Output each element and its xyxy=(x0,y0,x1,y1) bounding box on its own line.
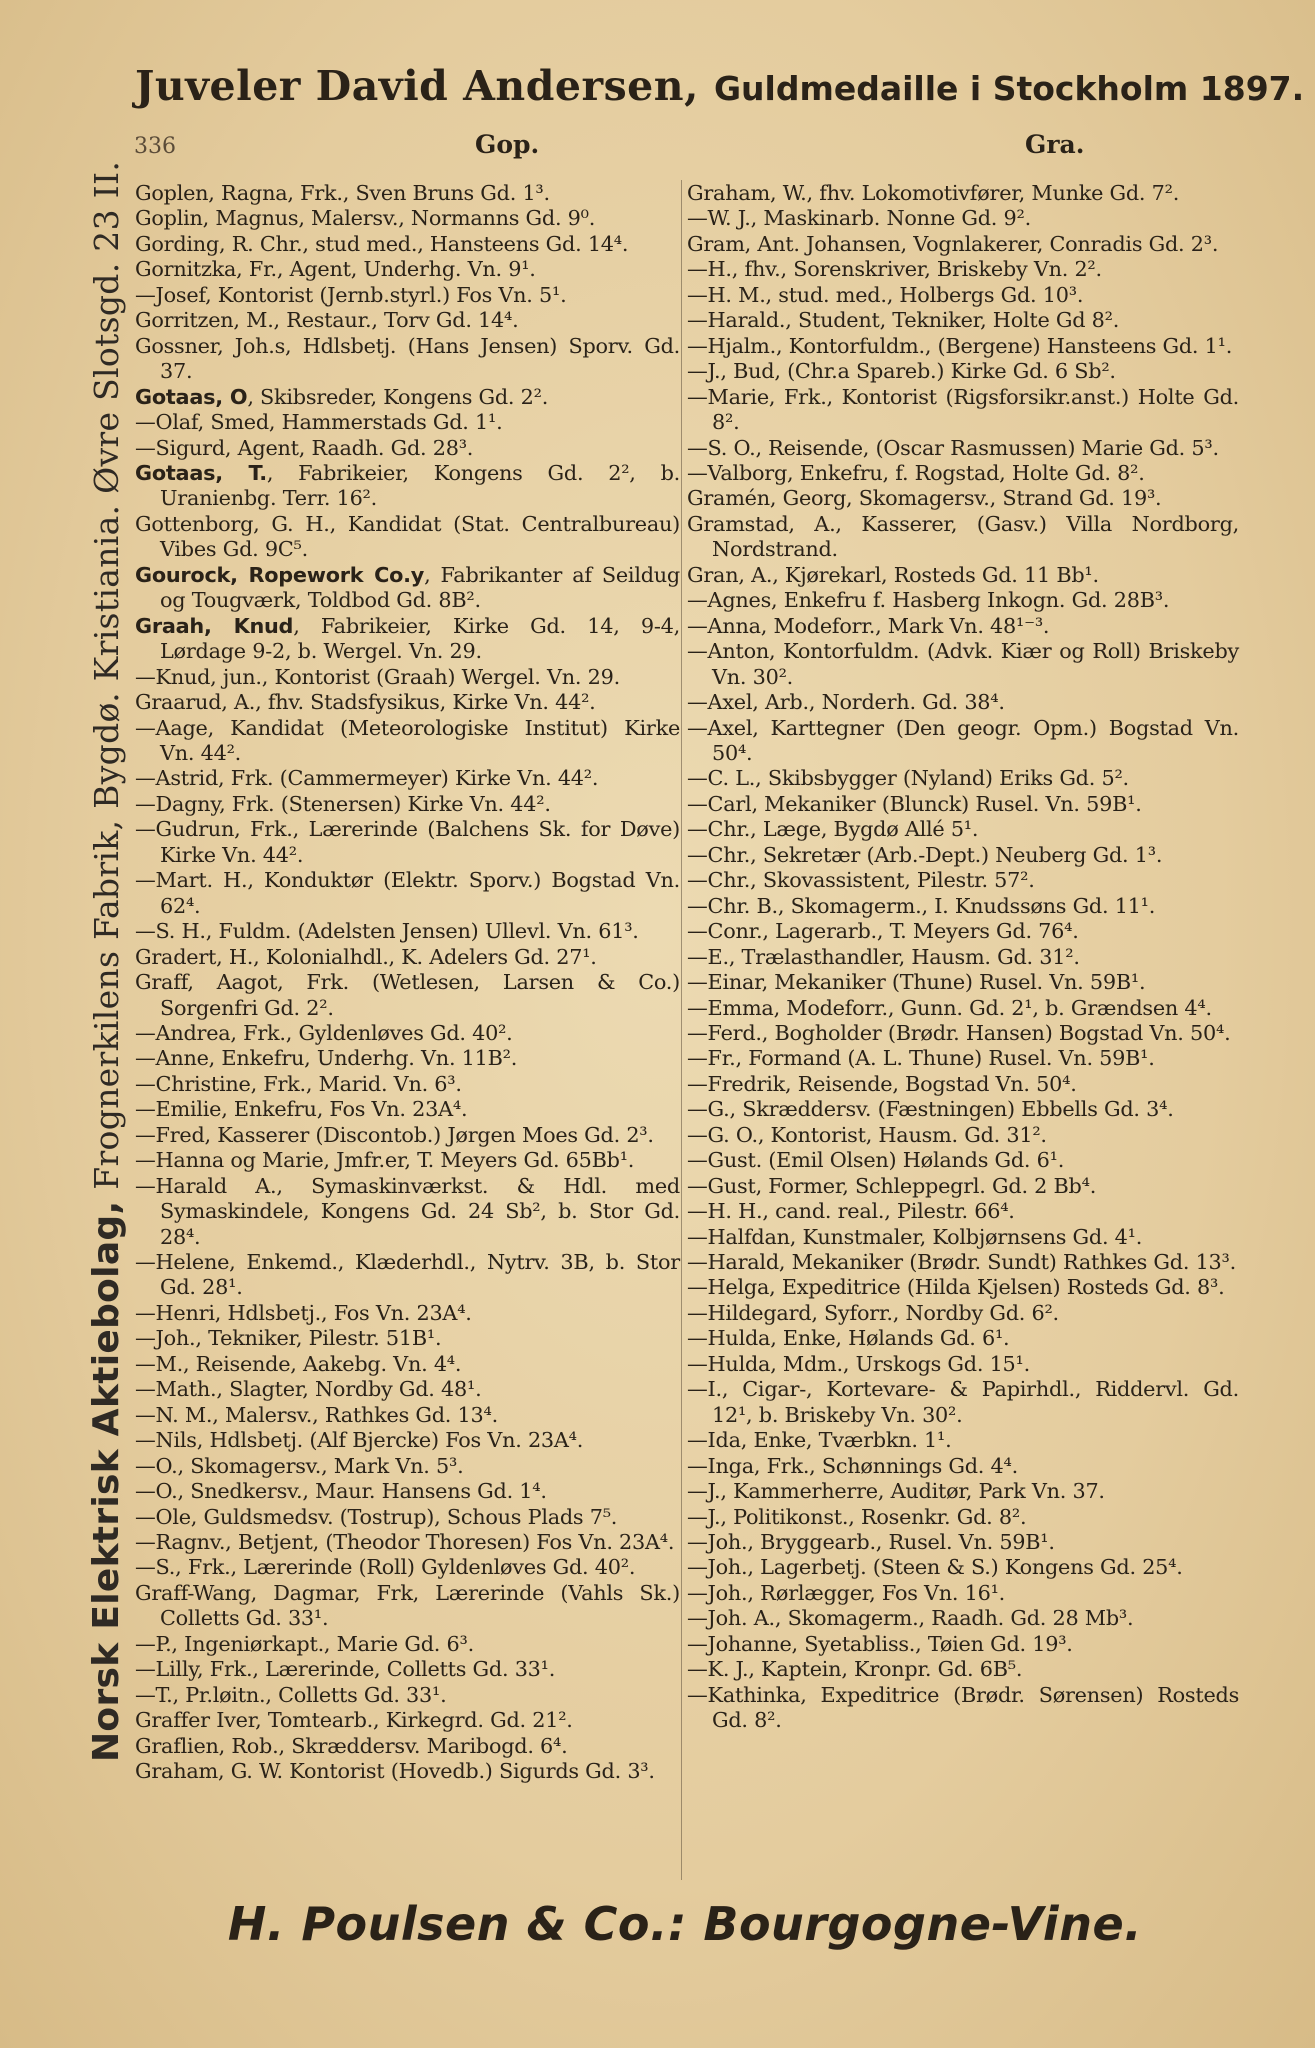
directory-entry xyxy=(135,1301,680,1326)
directory-entry xyxy=(135,716,680,767)
entry-text: —O., Skomagersv., Mark Vn. 5³. xyxy=(135,1453,464,1478)
directory-entry xyxy=(135,1097,680,1122)
entry-text: Graarud, A., fhv. Stadsfysikus, Kirke Vn. 44². xyxy=(135,690,596,715)
directory-entry xyxy=(687,1352,1239,1377)
entry-text: —Fred, Kasserer (Discontob.) Jørgen Moes Gd. 2³. xyxy=(135,1122,654,1147)
entry-text: —Ragnv., Betjent, (Theodor Thoresen) Fos Vn. 23A⁴. xyxy=(135,1530,675,1555)
entry-text: —Gust, Former, Schleppegrl. Gd. 2 Bb⁴. xyxy=(687,1173,1097,1198)
directory-entry xyxy=(135,257,680,282)
entry-text: —Harald., Student, Tekniker, Holte Gd 8². xyxy=(687,308,1120,333)
entry-text: —H. H., cand. real., Pilestr. 66⁴. xyxy=(687,1199,1015,1224)
directory-entry xyxy=(135,919,680,944)
entry-text: Gornitzka, Fr., Agent, Underhg. Vn. 9¹. xyxy=(135,257,536,282)
entry-text: Graffer Iver, Tomtearb., Kirkegrd. Gd. 21². xyxy=(135,1708,573,1733)
directory-entry xyxy=(135,1657,680,1682)
entry-text: —J., Bud, (Chr.a Spareb.) Kirke Gd. 6 Sb². xyxy=(687,359,1116,384)
entry-text: —Fredrik, Reisende, Bogstad Vn. 50⁴. xyxy=(687,1071,1077,1096)
entry-text: —G., Skræddersv. (Fæstningen) Ebbells Gd. 3⁴. xyxy=(687,1097,1174,1122)
entry-text: —Einar, Mekaniker (Thune) Rusel. Vn. 59B¹. xyxy=(687,970,1146,995)
directory-entry xyxy=(135,410,680,435)
entry-text: —W. J., Maskinarb. Nonne Gd. 9². xyxy=(687,206,1031,231)
entry-text: —Sigurd, Agent, Raadh. Gd. 28³. xyxy=(135,435,474,460)
entry-text: —Joh. A., Skomagerm., Raadh. Gd. 28 Mb³. xyxy=(687,1606,1134,1631)
directory-entry xyxy=(135,1734,680,1759)
entry-name-bold: Gotaas, O xyxy=(135,384,248,409)
entry-text: —Joh., Lagerbetj. (Steen & S.) Kongens Gd. 25⁴. xyxy=(687,1555,1183,1580)
entry-text: —J., Kammerherre, Auditør, Park Vn. 37. xyxy=(687,1479,1105,1504)
entry-text: —Anna, Modeforr., Mark Vn. 48¹⁻³. xyxy=(687,613,1050,638)
directory-entry xyxy=(687,690,1239,715)
directory-entry xyxy=(687,1225,1239,1250)
vertical-side-advert xyxy=(75,160,139,1762)
directory-entry xyxy=(135,385,680,410)
directory-entry xyxy=(135,181,680,206)
directory-entry xyxy=(135,792,680,817)
entry-text: Gradert, H., Kolonialhdl., K. Adelers Gd. 27¹. xyxy=(135,944,597,969)
directory-entry xyxy=(687,1581,1239,1606)
entry-text: Graham, W., fhv. Lokomotivfører, Munke Gd. 7². xyxy=(687,181,1180,205)
directory-entry xyxy=(135,1046,680,1071)
directory-entry xyxy=(687,512,1239,563)
directory-entry xyxy=(687,232,1239,257)
directory-entry xyxy=(687,1657,1239,1682)
entry-text: Gram, Ant. Johansen, Vognlakerer, Conradis Gd. 2³. xyxy=(687,231,1219,256)
directory-entry xyxy=(135,436,680,461)
directory-entry xyxy=(687,1097,1239,1122)
entry-text: —Anton, Kontorfuldm. (Advk. Kiær og Roll) Briskeby Vn. 30². xyxy=(687,639,1239,689)
entry-text: —Astrid, Frk. (Cammermeyer) Kirke Vn. 44². xyxy=(135,766,599,791)
entry-text: —O., Snedkersv., Maur. Hansens Gd. 1⁴. xyxy=(135,1479,547,1504)
column-divider xyxy=(681,180,682,1880)
directory-entry xyxy=(687,817,1239,842)
entry-text: Gorritzen, M., Restaur., Torv Gd. 14⁴. xyxy=(135,308,519,333)
entry-text: Graff-Wang, Dagmar, Frk, Lærerinde (Vahls Sk.) Colletts Gd. 33¹. xyxy=(135,1580,680,1631)
entry-text: Graham, G. W. Kontorist (Hovedb.) Sigurds Gd. 3³. xyxy=(135,1759,655,1784)
directory-entry xyxy=(687,1454,1239,1479)
bottom-advert-banner: H. Poulsen & Co.: Bourgogne-Vine. xyxy=(227,1897,1143,1951)
entry-text: —Chr., Læge, Bygdø Allé 5¹. xyxy=(687,817,979,842)
entry-text: Gossner, Joh.s, Hdlsbetj. (Hans Jensen) Sporv. Gd. 37. xyxy=(135,333,680,384)
directory-entry xyxy=(687,614,1239,639)
entry-text: —Hildegard, Syforr., Nordby Gd. 6². xyxy=(687,1300,1059,1325)
directory-entry xyxy=(687,868,1239,893)
entry-text: , Fabrikanter af Seildug og Tougværk, Toldbod Gd. 8B². xyxy=(160,562,680,613)
entry-text: Goplen, Ragna, Frk., Sven Bruns Gd. 1³. xyxy=(135,181,550,205)
directory-entry xyxy=(687,1377,1239,1428)
directory-entry xyxy=(687,792,1239,817)
directory-entry xyxy=(687,1021,1239,1046)
directory-entry xyxy=(687,206,1239,231)
directory-entry xyxy=(135,1352,680,1377)
directory-entry xyxy=(687,588,1239,613)
entry-text: Gran, A., Kjørekarl, Rosteds Gd. 11 Bb¹. xyxy=(687,562,1099,587)
directory-entry xyxy=(687,1505,1239,1530)
right-column-entries xyxy=(687,181,1239,1734)
entry-text: —Math., Slagter, Nordby Gd. 48¹. xyxy=(135,1377,482,1402)
entry-text: —Hanna og Marie, Jmfr.er, T. Meyers Gd. 65Bb¹. xyxy=(135,1148,635,1173)
entry-text: —Inga, Frk., Schønnings Gd. 4⁴. xyxy=(687,1453,1018,1478)
jeweler-advert-award: Guldmedaille i Stockholm 1897. xyxy=(713,69,1305,108)
directory-entry xyxy=(687,716,1239,767)
entry-name-bold: Gotaas, T. xyxy=(135,460,267,485)
directory-entry xyxy=(687,1275,1239,1300)
directory-entry xyxy=(135,766,680,791)
page-number: 336 xyxy=(134,134,176,159)
directory-entry xyxy=(135,1021,680,1046)
entry-text: —Andrea, Frk., Gyldenløves Gd. 40². xyxy=(135,1020,513,1045)
entry-text: —Chr., Skovassistent, Pilestr. 57². xyxy=(687,868,1035,893)
entry-text: —Axel, Karttegner (Den geogr. Opm.) Bogstad Vn. 50⁴. xyxy=(687,715,1239,765)
directory-entry xyxy=(135,1632,680,1657)
directory-entry xyxy=(687,1326,1239,1351)
directory-entry xyxy=(687,1632,1239,1657)
entry-text: , Skibsreder, Kongens Gd. 2². xyxy=(247,384,549,409)
directory-entry xyxy=(135,1505,680,1530)
directory-entry xyxy=(687,283,1239,308)
directory-entry xyxy=(687,919,1239,944)
entry-text: —Carl, Mekaniker (Blunck) Rusel. Vn. 59B¹. xyxy=(687,791,1142,816)
directory-entry xyxy=(135,1377,680,1402)
entry-text: —Johanne, Syetabliss., Tøien Gd. 19³. xyxy=(687,1631,1073,1656)
entry-text: —S. O., Reisende, (Oscar Rasmussen) Marie Gd. 5³. xyxy=(687,435,1219,460)
entry-text: —Hulda, Enke, Hølands Gd. 6¹. xyxy=(687,1326,1010,1351)
directory-entry xyxy=(135,690,680,715)
directory-entry xyxy=(687,334,1239,359)
directory-entry xyxy=(135,1581,680,1632)
entry-text: Gording, R. Chr., stud med., Hansteens Gd. 14⁴. xyxy=(135,231,629,256)
directory-entry xyxy=(687,1174,1239,1199)
directory-entry xyxy=(687,1428,1239,1453)
directory-entry xyxy=(687,996,1239,1021)
directory-entry xyxy=(687,1123,1239,1148)
entry-text: —Halfdan, Kunstmaler, Kolbjørnsens Gd. 4¹. xyxy=(687,1224,1143,1249)
entry-text: —S. H., Fuldm. (Adelsten Jensen) Ullevl. Vn. 61³. xyxy=(135,919,639,944)
entry-text: —Mart. H., Konduktør (Elektr. Sporv.) Bogstad Vn. 62⁴. xyxy=(135,868,680,918)
entry-text: —Emma, Modeforr., Gunn. Gd. 2¹, b. Grændsen 4⁴. xyxy=(687,995,1212,1020)
running-header xyxy=(130,128,1240,168)
directory-entry xyxy=(135,1683,680,1708)
directory-entry xyxy=(135,206,680,231)
entry-text: —G. O., Kontorist, Hausm. Gd. 31². xyxy=(687,1122,1047,1147)
directory-entry xyxy=(135,817,680,868)
entry-text: Graflien, Rob., Skræddersv. Maribogd. 6⁴. xyxy=(135,1733,568,1758)
entry-text: —Fr., Formand (A. L. Thune) Rusel. Vn. 59B¹. xyxy=(687,1046,1155,1071)
directory-entry xyxy=(135,1403,680,1428)
entry-text: Graff, Aagot, Frk. (Wetlesen, Larsen & Co.) Sorgenfri Gd. 2². xyxy=(135,970,680,1020)
entry-text: —Joh., Rørlægger, Fos Vn. 16¹. xyxy=(687,1580,1006,1605)
side-advert-company: Norsk Elektrisk Aktiebolag, xyxy=(86,1200,127,1762)
directory-entry xyxy=(135,1148,680,1173)
entry-text: Goplin, Magnus, Malersv., Normanns Gd. 9⁰. xyxy=(135,206,596,231)
entry-text: —T., Pr.løitn., Colletts Gd. 33¹. xyxy=(135,1682,447,1707)
entry-text: —Anne, Enkefru, Underhg. Vn. 11B². xyxy=(135,1046,518,1071)
directory-entry xyxy=(687,308,1239,333)
left-column-entries xyxy=(135,181,680,1785)
directory-entry xyxy=(687,1148,1239,1173)
entry-text: —Christine, Frk., Marid. Vn. 6³. xyxy=(135,1071,462,1096)
entry-text: —N. M., Malersv., Rathkes Gd. 13⁴. xyxy=(135,1402,498,1427)
entry-text: Gottenborg, G. H., Kandidat (Stat. Centralbureau) Vibes Gd. 9C⁵. xyxy=(135,511,680,562)
entry-text: , Fabrikeier, Kirke Gd. 14, 9-4, Lørdage 9-2, b. Wergel. Vn. 29. xyxy=(160,613,680,664)
entry-text: , Fabrikeier, Kongens Gd. 2², b. Uranienbg. Terr. 16². xyxy=(160,460,680,511)
directory-entry xyxy=(687,1555,1239,1580)
directory-entry xyxy=(135,1759,680,1784)
side-advert-text: Frognerkilens Fabrik, Bygdø. Kristiania. Øvre Slotsgd. 23 II. xyxy=(87,160,126,1190)
entry-text: —Aage, Kandidat (Meteorologiske Institut) Kirke Vn. 44². xyxy=(135,715,680,765)
directory-entry xyxy=(135,1072,680,1097)
entry-text: —Joh., Tekniker, Pilestr. 51B¹. xyxy=(135,1326,442,1351)
entry-text: Gramstad, A., Kasserer, (Gasv.) Villa Nordborg, Nordstrand. xyxy=(687,511,1239,562)
directory-entry xyxy=(135,1326,680,1351)
entry-text: —Knud, jun., Kontorist (Graah) Wergel. Vn. 29. xyxy=(135,664,620,689)
jeweler-advert-name: Juveler David Andersen, xyxy=(135,62,699,110)
entry-text: —Kathinka, Expeditrice (Brødr. Sørensen) Rosteds Gd. 8². xyxy=(687,1682,1239,1733)
entry-text: —Valborg, Enkefru, f. Rogstad, Holte Gd. 8². xyxy=(687,460,1145,485)
entry-text: —Harald, Mekaniker (Brødr. Sundt) Rathkes Gd. 13³. xyxy=(687,1250,1236,1275)
entry-text: —H. M., stud. med., Holbergs Gd. 10³. xyxy=(687,282,1084,307)
entry-text: —Harald A., Symaskinværkst. & Hdl. med Symaskindele, Kongens Gd. 24 Sb², b. Stor Gd. 28⁴. xyxy=(135,1173,680,1249)
directory-entry xyxy=(687,766,1239,791)
entry-text: —Henri, Hdlsbetj., Fos Vn. 23A⁴. xyxy=(135,1300,472,1325)
entry-text: —E., Trælasthandler, Hausm. Gd. 31². xyxy=(687,944,1080,969)
directory-entry xyxy=(135,461,680,512)
directory-entry xyxy=(135,1174,680,1250)
directory-entry xyxy=(687,486,1239,511)
directory-entry xyxy=(687,385,1239,436)
top-advert-banner xyxy=(135,62,1305,118)
entry-text: —I., Cigar-, Kortevare- & Papirhdl., Riddervl. Gd. 12¹, b. Briskeby Vn. 30². xyxy=(687,1377,1239,1427)
entry-text: —Nils, Hdlsbetj. (Alf Bjercke) Fos Vn. 23A⁴. xyxy=(135,1428,584,1453)
directory-entry xyxy=(135,334,680,385)
entry-text: —Joh., Bryggearb., Rusel. Vn. 59B¹. xyxy=(687,1530,1055,1555)
entry-name-bold: Gourock, Ropework Co.y xyxy=(135,562,425,587)
entry-text: —Conr., Lagerarb., T. Meyers Gd. 76⁴. xyxy=(687,919,1079,944)
entry-text: —Agnes, Enkefru f. Hasberg Inkogn. Gd. 28B³. xyxy=(687,588,1170,613)
entry-text: —Gust. (Emil Olsen) Hølands Gd. 6¹. xyxy=(687,1148,1065,1173)
entry-text: —C. L., Skibsbygger (Nyland) Eriks Gd. 5². xyxy=(687,766,1129,791)
entry-text: —Gudrun, Frk., Lærerinde (Balchens Sk. for Døve) Kirke Vn. 44². xyxy=(135,817,680,867)
directory-entry xyxy=(135,1123,680,1148)
directory-entry xyxy=(135,1708,680,1733)
entry-text: —Chr., Sekretær (Arb.-Dept.) Neuberg Gd. 1³. xyxy=(687,842,1163,867)
directory-entry xyxy=(687,1199,1239,1224)
directory-entry xyxy=(687,843,1239,868)
directory-entry xyxy=(135,868,680,919)
entry-text: —Ida, Enke, Tværbkn. 1¹. xyxy=(687,1428,952,1453)
entry-text: —M., Reisende, Aakebg. Vn. 4⁴. xyxy=(135,1351,462,1376)
entry-text: —Emilie, Enkefru, Fos Vn. 23A⁴. xyxy=(135,1097,468,1122)
entry-text: —Chr. B., Skomagerm., I. Knudssøns Gd. 11¹. xyxy=(687,893,1156,918)
directory-entry xyxy=(687,1250,1239,1275)
entry-text: Gramén, Georg, Skomagersv., Strand Gd. 19³. xyxy=(687,486,1162,511)
entry-text: —K. J., Kaptein, Kronpr. Gd. 6B⁵. xyxy=(687,1657,1023,1682)
entry-text: —Lilly, Frk., Lærerinde, Colletts Gd. 33¹. xyxy=(135,1657,556,1682)
entry-text: —Marie, Frk., Kontorist (Rigsforsikr.anst.) Holte Gd. 8². xyxy=(687,384,1239,435)
directory-entry xyxy=(135,232,680,257)
entry-text: —Ole, Guldsmedsv. (Tostrup), Schous Plads 7⁵. xyxy=(135,1504,618,1529)
entry-text: —Dagny, Frk. (Stenersen) Kirke Vn. 44². xyxy=(135,791,551,816)
directory-entry xyxy=(687,1046,1239,1071)
directory-entry xyxy=(135,283,680,308)
entry-text: —Hjalm., Kontorfuldm., (Bergene) Hansteens Gd. 1¹. xyxy=(687,333,1233,358)
directory-entry xyxy=(135,1479,680,1504)
directory-entry xyxy=(135,1530,680,1555)
directory-entry xyxy=(135,945,680,970)
directory-entry xyxy=(687,257,1239,282)
entry-text: —P., Ingeniørkapt., Marie Gd. 6³. xyxy=(135,1631,474,1656)
right-column-heading: Gra. xyxy=(1025,130,1085,159)
entry-text: —Ferd., Bogholder (Brødr. Hansen) Bogstad Vn. 50⁴. xyxy=(687,1020,1231,1045)
entry-text: —Helga, Expeditrice (Hilda Kjelsen) Rosteds Gd. 8³. xyxy=(687,1275,1225,1300)
directory-entry xyxy=(687,359,1239,384)
directory-entry xyxy=(687,1479,1239,1504)
directory-entry xyxy=(687,1606,1239,1631)
entry-text: —J., Politikonst., Rosenkr. Gd. 8². xyxy=(687,1504,1027,1529)
left-column-heading: Gop. xyxy=(475,130,540,159)
directory-entry xyxy=(687,1530,1239,1555)
directory-entry xyxy=(135,563,680,614)
directory-entry xyxy=(687,1301,1239,1326)
directory-entry xyxy=(687,461,1239,486)
directory-entry xyxy=(687,563,1239,588)
directory-entry xyxy=(687,1072,1239,1097)
directory-entry xyxy=(687,970,1239,995)
entry-text: —H., fhv., Sorenskriver, Briskeby Vn. 2². xyxy=(687,257,1102,282)
entry-text: —Olaf, Smed, Hammerstads Gd. 1¹. xyxy=(135,410,503,435)
directory-entry xyxy=(687,436,1239,461)
directory-entry xyxy=(687,639,1239,690)
directory-entry xyxy=(135,1555,680,1580)
directory-entry xyxy=(135,1250,680,1301)
directory-entry xyxy=(687,1683,1239,1734)
entry-text: —Josef, Kontorist (Jernb.styrl.) Fos Vn. 5¹. xyxy=(135,282,567,307)
entry-text: —Hulda, Mdm., Urskogs Gd. 15¹. xyxy=(687,1351,1030,1376)
directory-entry xyxy=(687,945,1239,970)
entry-text: —S., Frk., Lærerinde (Roll) Gyldenløves Gd. 40². xyxy=(135,1555,636,1580)
directory-entry xyxy=(135,1454,680,1479)
directory-entry xyxy=(135,308,680,333)
entry-name-bold: Graah, Knud xyxy=(135,613,294,638)
directory-entry xyxy=(135,512,680,563)
directory-entry xyxy=(687,894,1239,919)
entry-text: —Axel, Arb., Norderh. Gd. 38⁴. xyxy=(687,690,1005,715)
directory-entry xyxy=(135,970,680,1021)
directory-entry xyxy=(135,1428,680,1453)
directory-entry xyxy=(135,614,680,665)
entry-text: —Helene, Enkemd., Klæderhdl., Nytrv. 3B, b. Stor Gd. 28¹. xyxy=(135,1250,680,1300)
directory-entry xyxy=(135,665,680,690)
directory-entry xyxy=(687,181,1239,206)
